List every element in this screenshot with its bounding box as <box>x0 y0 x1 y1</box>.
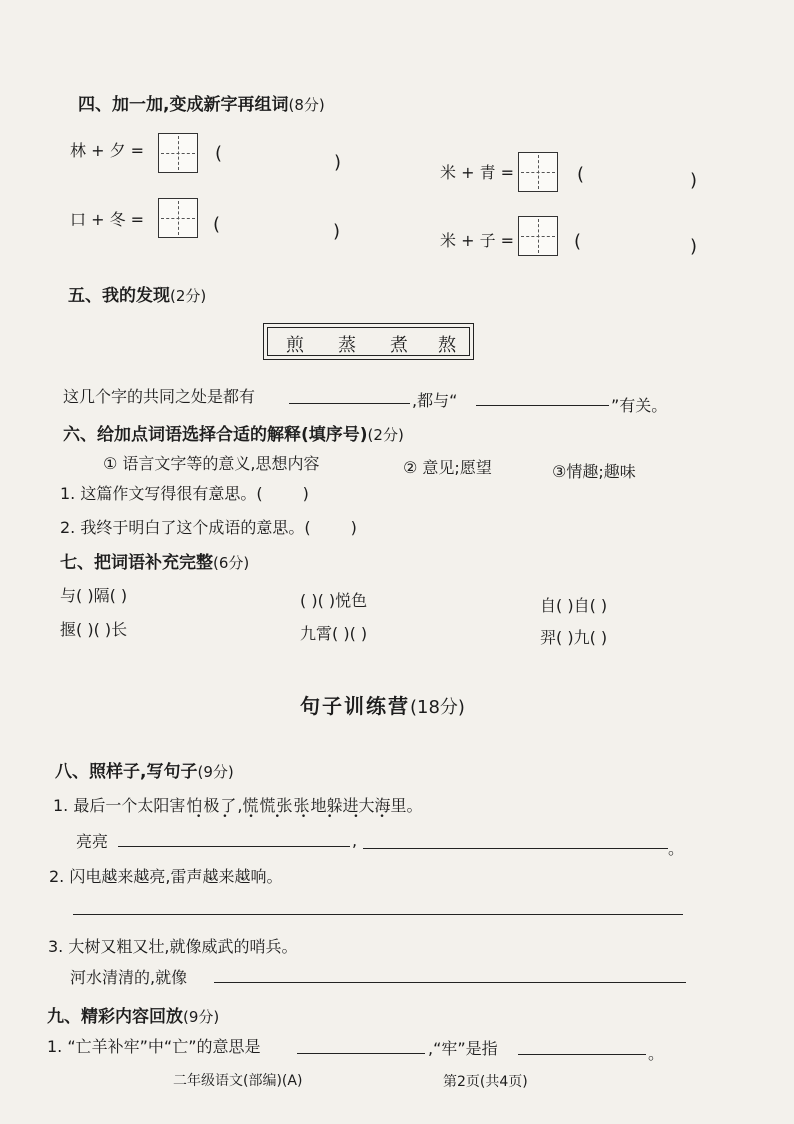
blank-8-1b[interactable] <box>363 848 668 849</box>
blank-common-part[interactable] <box>289 403 410 404</box>
idiom-4: 揠( )( )长 <box>60 620 128 639</box>
char-zhu: 煮 <box>390 335 408 356</box>
answer-blank-3[interactable] <box>224 232 328 233</box>
option-2: ② 意见;愿望 <box>403 458 492 477</box>
char-box-4[interactable] <box>518 216 558 256</box>
answer-blank-4[interactable] <box>586 252 686 253</box>
option-1: ① 语言文字等的意义,思想内容 <box>103 454 320 473</box>
question-9-1b: ,“牢”是指 <box>428 1039 498 1058</box>
discovery-sentence-b: ,都与“ <box>412 391 458 410</box>
equation-1: 林 + 夕 = <box>70 141 145 160</box>
equation-4: 米 + 子 = <box>440 231 515 250</box>
char-box-3[interactable] <box>158 198 198 238</box>
section-6-heading: 六、给加点词语选择合适的解释(填序号)(2分) <box>63 425 404 445</box>
sentence-camp-title: 句子训练营(18分) <box>300 694 465 718</box>
example-start-3: 河水清清的,就像 <box>70 968 188 987</box>
equation-2: 米 + 青 = <box>440 163 515 182</box>
idiom-3: 自( )自( ) <box>540 596 608 615</box>
discovery-sentence-c: ”有关。 <box>611 396 668 415</box>
character-box <box>263 323 474 360</box>
char-ao: 熬 <box>438 335 456 356</box>
footer-page-number: 第2页(共4页) <box>443 1074 528 1090</box>
question-8-2: 2. 闪电越 •来越 •亮,雷声越 •来越 •响。 <box>49 864 283 887</box>
question-8-3: 3. 大树又 •粗又 •壮,就像威武的哨兵。 <box>48 934 298 957</box>
idiom-1: 与( )隔( ) <box>60 586 128 605</box>
answer-blank-1[interactable] <box>226 162 330 163</box>
blank-8-3[interactable] <box>214 982 686 983</box>
idiom-5: 九霄( )( ) <box>300 624 368 643</box>
blank-8-2[interactable] <box>73 914 683 915</box>
question-8-1: 1. 最后一个太阳害怕极了,慌慌张张地躲进大海里。 <box>53 796 423 815</box>
answer-blank-2[interactable] <box>588 184 686 185</box>
emphasis-dots-1: • • • • • • • • <box>196 812 395 822</box>
char-box-1[interactable] <box>158 133 198 173</box>
option-3: ③情趣;趣味 <box>552 462 636 481</box>
section-9-heading: 九、精彩内容回放(9分) <box>47 1007 220 1027</box>
blank-9-1a[interactable] <box>297 1053 425 1054</box>
char-jian: 煎 <box>286 335 304 356</box>
blank-9-1b[interactable] <box>518 1054 646 1055</box>
blank-related-to[interactable] <box>476 405 609 406</box>
section-4-heading: 四、加一加,变成新字再组词(8分) <box>78 95 325 115</box>
footer-grade: 二年级语文(部编)(A) <box>173 1073 303 1089</box>
discovery-sentence-a: 这几个字的共同之处是都有 <box>63 387 256 406</box>
section-7-heading: 七、把词语补充完整(6分) <box>60 553 250 573</box>
char-box-2[interactable] <box>518 152 558 192</box>
section-8-heading: 八、照样子,写句子(9分) <box>55 762 234 782</box>
question-9-1a: 1. “亡羊补牢”中“亡”的意思是 <box>47 1037 261 1056</box>
example-start-1: 亮亮 <box>76 832 109 851</box>
question-6-2: 2. 我终于明白了这个成语的意 •思 •。( ) <box>60 515 357 538</box>
section-5-heading: 五、我的发现(2分) <box>68 286 207 306</box>
idiom-6: 羿( )九( ) <box>540 628 608 647</box>
question-6-1: 1. 这篇作文写得很有意 •思 •。( ) <box>60 481 309 504</box>
blank-8-1a[interactable] <box>118 846 350 847</box>
equation-3: 口 + 冬 = <box>70 210 145 229</box>
char-zheng: 蒸 <box>338 335 356 356</box>
idiom-2: ( )( )悦色 <box>300 591 368 610</box>
